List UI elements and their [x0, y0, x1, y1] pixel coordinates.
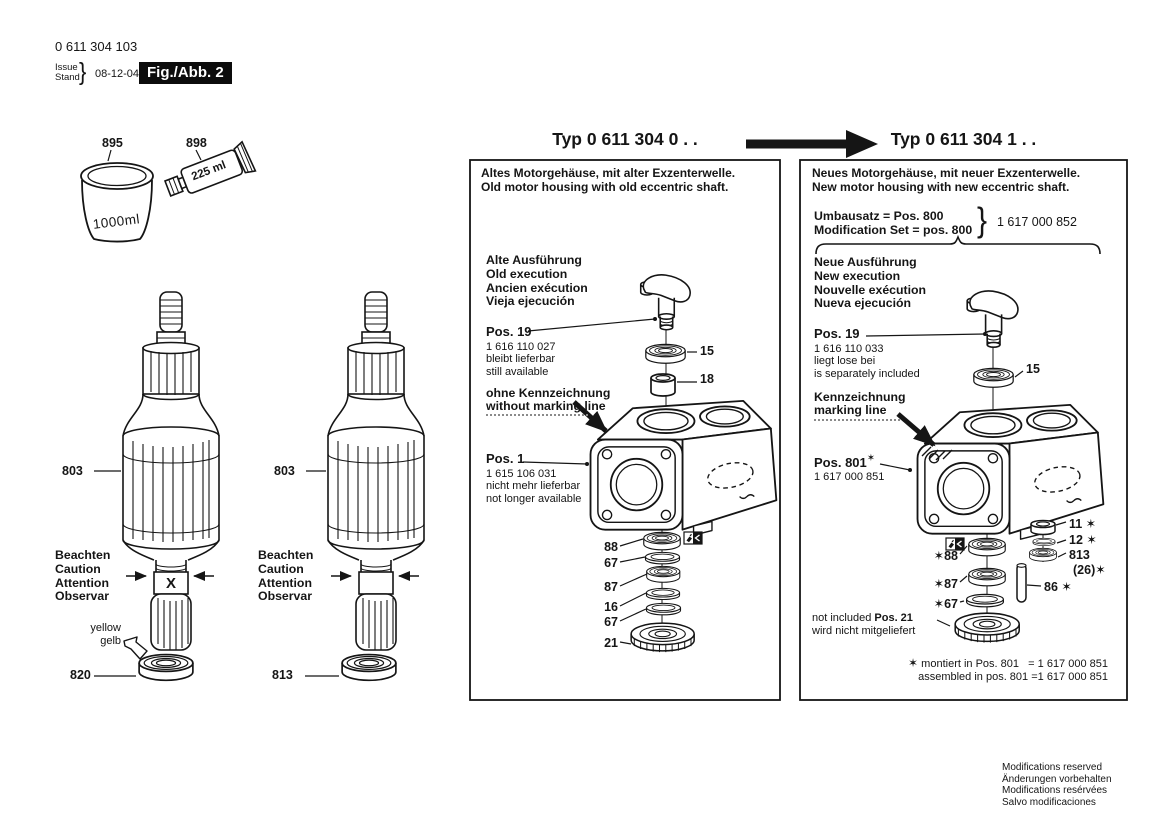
new-marking-en: marking line: [814, 403, 887, 417]
part-label-11: 11 ✶: [1069, 517, 1097, 531]
marking-dotted-line: [486, 414, 588, 416]
new-execution-block: [814, 256, 926, 311]
part-label-88: 88: [604, 540, 618, 554]
kit-brace: }: [977, 201, 988, 240]
footnote-line1: [830, 657, 1108, 671]
caution-block-right: [258, 549, 313, 604]
part-label-88-new: ✶88: [933, 549, 958, 563]
caution-line: Observar: [258, 589, 313, 604]
old-marking-de: ohne Kennzeichnung: [486, 386, 611, 400]
color-note-en: yellow: [90, 622, 121, 634]
old-desc-en: Old motor housing with old eccentric shaft.: [481, 180, 729, 194]
kit-line-en: Modification Set = pos. 800: [814, 223, 973, 237]
not-included-line2: wird nicht mitgeliefert: [812, 625, 916, 637]
new-pos19-label: Pos. 19: [814, 326, 860, 341]
not-included-line1: [812, 612, 913, 624]
bearing-820-drawing: [94, 655, 193, 681]
execution-line: Ancien exécution: [486, 280, 588, 295]
kit-overbrace: [816, 237, 1100, 254]
pos-803-left-label: 803: [62, 464, 83, 478]
caution-line: Caution: [258, 561, 304, 576]
shaft-x-marking: X: [165, 575, 176, 592]
caution-block-left: [55, 549, 110, 604]
note-de: nicht mehr lieferbar: [486, 480, 581, 493]
note-en: not longer available: [486, 492, 582, 505]
part-number: 1 616 110 027: [486, 341, 556, 353]
old-type-drawing: [523, 275, 776, 652]
footer-notice: [1002, 762, 1112, 808]
caution-line: Caution: [55, 561, 101, 576]
kit-line-de: Umbausatz = Pos. 800: [814, 209, 944, 223]
issue-date: 08-12-04: [95, 68, 140, 80]
footnote-text2: assembled in pos. 801 =1 617 000 851: [918, 671, 1108, 683]
color-note-de: gelb: [100, 635, 121, 647]
issue-stand-brace: }: [79, 57, 87, 86]
tub-volume-label: 1000ml: [92, 211, 141, 232]
note-de: liegt lose bei: [814, 355, 876, 368]
caution-line: Beachten: [258, 548, 314, 562]
pos801-text: Pos. 801: [814, 455, 867, 470]
pos-895-label: 895: [102, 136, 123, 150]
old-execution-block: [486, 254, 588, 309]
footnote-text1: montiert in Pos. 801 = 1 617 000 851: [921, 658, 1108, 670]
old-desc-de: Altes Motorgehäuse, mit alter Exzenterwelle.: [481, 166, 736, 180]
caution-line: Observar: [55, 589, 110, 604]
armature-left-drawing: [94, 292, 219, 650]
new-desc-en: New motor housing with new eccentric shaft.: [812, 180, 1070, 194]
new-type-title: Typ 0 611 304 1 . .: [890, 129, 1037, 149]
pos-820-label: 820: [70, 668, 91, 682]
old-marking-en: without marking line: [486, 399, 606, 413]
not-included-pos: Pos. 21: [874, 612, 913, 624]
caution-line: Attention: [258, 575, 312, 590]
part-label-67a: 67: [604, 556, 618, 570]
pos801-star: ✶: [866, 453, 876, 464]
part-label-16: 16: [604, 600, 618, 614]
pos-898-label: 898: [186, 136, 207, 150]
note-en: still available: [486, 365, 549, 378]
part-label-67-new: ✶67: [933, 597, 958, 611]
execution-line: Old execution: [486, 266, 568, 281]
new-marking-de: Kennzeichnung: [814, 390, 906, 404]
old-pos1-label: Pos. 1: [486, 451, 525, 466]
issue-label: Issue: [55, 62, 78, 73]
stand-label: Stand: [55, 72, 80, 83]
kit-number: 1 617 000 852: [997, 215, 1077, 229]
execution-line: Nueva ejecución: [814, 296, 912, 311]
not-included-en: not included: [812, 612, 875, 624]
part-label-67b: 67: [604, 615, 618, 629]
figure-badge: Fig./Abb. 2: [139, 62, 232, 84]
new-pos19-info: [814, 343, 920, 380]
part-label-86: 86 ✶: [1044, 580, 1072, 594]
armature-right-drawing: [306, 292, 424, 650]
execution-line: New execution: [814, 268, 901, 283]
bearing-813-drawing: [305, 655, 396, 681]
part-label-15-new: 15: [1026, 362, 1040, 376]
part-label-21: 21: [604, 636, 618, 650]
part-label-12: 12 ✶: [1069, 533, 1097, 547]
footer-line: Modifications reserved: [1002, 762, 1103, 773]
note-en: is separately included: [814, 367, 920, 380]
tube-volume-label: 225 ml: [190, 159, 228, 184]
yellow-arrow-icon: [124, 637, 147, 659]
execution-line: Neue Ausführung: [814, 255, 917, 269]
part-number: 1 616 110 033: [814, 343, 884, 355]
footer-line: Modifications resérvées: [1002, 785, 1108, 796]
pos-813-label: 813: [272, 668, 293, 682]
execution-line: Nouvelle exécution: [814, 282, 927, 297]
caution-line: Attention: [55, 575, 109, 590]
part-number: 1 615 106 031: [486, 468, 557, 480]
execution-line: Alte Ausführung: [486, 253, 582, 267]
part-label-87: 87: [604, 580, 618, 594]
pos-803-right-label: 803: [274, 464, 295, 478]
execution-line: Vieja ejecución: [486, 294, 575, 309]
part-label-18: 18: [700, 372, 714, 386]
old-pos1-info: [486, 468, 581, 505]
footnote-star: ✶: [908, 656, 919, 670]
doc-number: 0 611 304 103: [55, 39, 138, 54]
marking-dotted-line: [814, 419, 900, 421]
new-pos801-label: [814, 453, 875, 470]
part-label-813: 813: [1069, 548, 1090, 562]
footer-line: Salvo modificaciones: [1002, 796, 1096, 808]
new-desc-de: Neues Motorgehäuse, mit neuer Exzenterwelle.: [812, 166, 1081, 180]
old-type-title: Typ 0 611 304 0 . .: [552, 129, 698, 149]
new-pos801-number: 1 617 000 851: [814, 471, 885, 483]
issue-stand-labels: [55, 63, 80, 83]
note-de: bleibt lieferbar: [486, 353, 556, 366]
part-label-15: 15: [700, 344, 714, 358]
footer-line: Änderungen vorbehalten: [1002, 773, 1112, 785]
part-label-26: (26)✶: [1073, 563, 1106, 577]
caution-line: Beachten: [55, 548, 111, 562]
part-label-87-new: ✶87: [933, 577, 958, 591]
old-pos19-info: [486, 341, 556, 378]
old-pos19-label: Pos. 19: [486, 324, 532, 339]
footnote-block: [830, 657, 1108, 684]
